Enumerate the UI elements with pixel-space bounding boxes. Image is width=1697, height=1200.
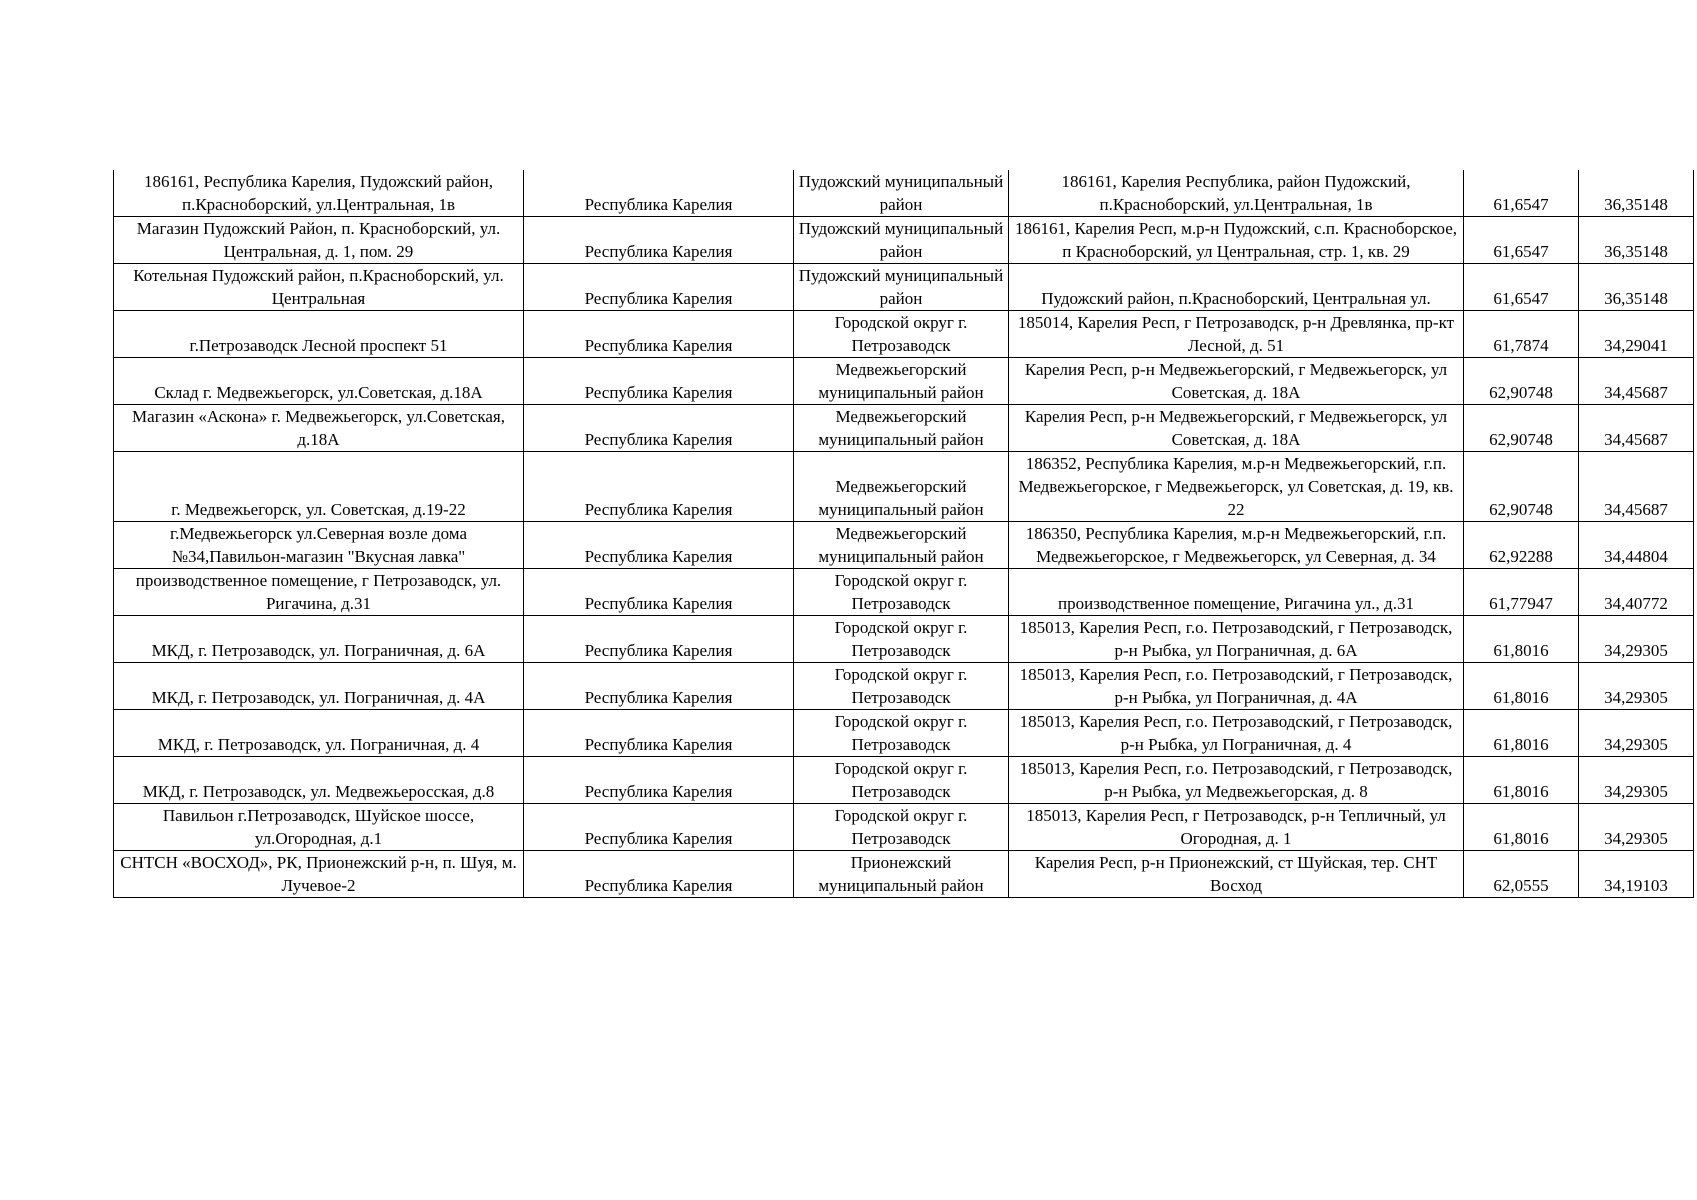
- object-cell: производственное помещение, г Петрозаводск, ул. Ригачина, д.31: [114, 569, 524, 616]
- region-cell: Республика Карелия: [524, 710, 794, 757]
- region-cell: Республика Карелия: [524, 804, 794, 851]
- address-cell: 186352, Республика Карелия, м.р-н Медвежьегорский, г.п. Медвежьегорское, г Медвежьегорск, ул Советская, д. 19, кв. 22: [1009, 452, 1464, 522]
- address-cell: 185013, Карелия Респ, г.о. Петрозаводский, г Петрозаводск, р-н Рыбка, ул Пограничная, д. 4А: [1009, 663, 1464, 710]
- municipality-cell: Городской округ г. Петрозаводск: [794, 311, 1009, 358]
- municipality-cell: Городской округ г. Петрозаводск: [794, 710, 1009, 757]
- table-row: [114, 569, 1694, 616]
- address-cell: 186350, Республика Карелия, м.р-н Медвежьегорский, г.п. Медвежьегорское, г Медвежьегорск, ул Северная, д. 34: [1009, 522, 1464, 569]
- object-cell: Павильон г.Петрозаводск, Шуйское шоссе, ул.Огородная, д.1: [114, 804, 524, 851]
- object-cell: г. Медвежьегорск, ул. Советская, д.19-22: [114, 452, 524, 522]
- latitude-cell: 62,0555: [1464, 851, 1579, 898]
- municipality-cell: Пудожский муниципальный район: [794, 170, 1009, 217]
- table-row: [114, 452, 1694, 522]
- table-row: [114, 757, 1694, 804]
- object-cell: Склад г. Медвежьегорск, ул.Советская, д.18А: [114, 358, 524, 405]
- address-cell: 186161, Карелия Респ, м.р-н Пудожский, с.п. Красноборское, п Красноборский, ул Центральная, стр. 1, кв. 29: [1009, 217, 1464, 264]
- table-row: [114, 804, 1694, 851]
- longitude-cell: 34,29305: [1579, 710, 1694, 757]
- municipality-cell: Городской округ г. Петрозаводск: [794, 804, 1009, 851]
- latitude-cell: 61,77947: [1464, 569, 1579, 616]
- region-cell: Республика Карелия: [524, 522, 794, 569]
- longitude-cell: 34,29305: [1579, 663, 1694, 710]
- address-cell: Карелия Респ, р-н Медвежьегорский, г Медвежьегорск, ул Советская, д. 18А: [1009, 405, 1464, 452]
- latitude-cell: 61,6547: [1464, 170, 1579, 217]
- object-cell: МКД, г. Петрозаводск, ул. Пограничная, д. 6А: [114, 616, 524, 663]
- municipality-cell: Пудожский муниципальный район: [794, 264, 1009, 311]
- latitude-cell: 62,90748: [1464, 405, 1579, 452]
- latitude-cell: 61,8016: [1464, 663, 1579, 710]
- region-cell: Республика Карелия: [524, 405, 794, 452]
- municipality-cell: Медвежьегорский муниципальный район: [794, 405, 1009, 452]
- address-cell: Карелия Респ, р-н Прионежский, ст Шуйская, тер. СНТ Восход: [1009, 851, 1464, 898]
- table-row: [114, 358, 1694, 405]
- object-cell: СНТСН «ВОСХОД», РК, Прионежский р-н, п. Шуя, м. Лучевое-2: [114, 851, 524, 898]
- address-table: [113, 170, 1694, 898]
- municipality-cell: Пудожский муниципальный район: [794, 217, 1009, 264]
- table-row: [114, 663, 1694, 710]
- object-cell: г.Петрозаводск Лесной проспект 51: [114, 311, 524, 358]
- latitude-cell: 61,8016: [1464, 616, 1579, 663]
- longitude-cell: 34,19103: [1579, 851, 1694, 898]
- address-cell: 185013, Карелия Респ, г.о. Петрозаводский, г Петрозаводск, р-н Рыбка, ул Пограничная, д. 6А: [1009, 616, 1464, 663]
- longitude-cell: 34,29305: [1579, 757, 1694, 804]
- table-row: [114, 264, 1694, 311]
- address-cell: 185013, Карелия Респ, г Петрозаводск, р-н Тепличный, ул Огородная, д. 1: [1009, 804, 1464, 851]
- region-cell: Республика Карелия: [524, 452, 794, 522]
- region-cell: Республика Карелия: [524, 311, 794, 358]
- longitude-cell: 34,29041: [1579, 311, 1694, 358]
- table-row: [114, 522, 1694, 569]
- object-cell: Магазин «Аскона» г. Медвежьегорск, ул.Советская, д.18А: [114, 405, 524, 452]
- longitude-cell: 36,35148: [1579, 264, 1694, 311]
- longitude-cell: 34,40772: [1579, 569, 1694, 616]
- longitude-cell: 36,35148: [1579, 170, 1694, 217]
- latitude-cell: 62,90748: [1464, 358, 1579, 405]
- table-row: [114, 405, 1694, 452]
- region-cell: Республика Карелия: [524, 757, 794, 804]
- address-cell: Пудожский район, п.Красноборский, Центральная ул.: [1009, 264, 1464, 311]
- region-cell: Республика Карелия: [524, 170, 794, 217]
- table-row: [114, 851, 1694, 898]
- latitude-cell: 62,92288: [1464, 522, 1579, 569]
- address-cell: 185013, Карелия Респ, г.о. Петрозаводский, г Петрозаводск, р-н Рыбка, ул Медвежьегорская, д. 8: [1009, 757, 1464, 804]
- table-row: [114, 311, 1694, 358]
- address-cell: 186161, Карелия Республика, район Пудожский, п.Красноборский, ул.Центральная, 1в: [1009, 170, 1464, 217]
- latitude-cell: 61,8016: [1464, 804, 1579, 851]
- region-cell: Республика Карелия: [524, 569, 794, 616]
- table-row: [114, 170, 1694, 217]
- region-cell: Республика Карелия: [524, 217, 794, 264]
- address-cell: Карелия Респ, р-н Медвежьегорский, г Медвежьегорск, ул Советская, д. 18А: [1009, 358, 1464, 405]
- municipality-cell: Городской округ г. Петрозаводск: [794, 757, 1009, 804]
- table-row: [114, 710, 1694, 757]
- object-cell: МКД, г. Петрозаводск, ул. Медвежьеросская, д.8: [114, 757, 524, 804]
- address-cell: производственное помещение, Ригачина ул., д.31: [1009, 569, 1464, 616]
- object-cell: МКД, г. Петрозаводск, ул. Пограничная, д. 4: [114, 710, 524, 757]
- object-cell: МКД, г. Петрозаводск, ул. Пограничная, д. 4А: [114, 663, 524, 710]
- municipality-cell: Прионежский муниципальный район: [794, 851, 1009, 898]
- region-cell: Республика Карелия: [524, 358, 794, 405]
- longitude-cell: 34,45687: [1579, 358, 1694, 405]
- latitude-cell: 61,7874: [1464, 311, 1579, 358]
- longitude-cell: 34,45687: [1579, 405, 1694, 452]
- object-cell: Магазин Пудожский Район, п. Красноборский, ул. Центральная, д. 1, пом. 29: [114, 217, 524, 264]
- region-cell: Республика Карелия: [524, 851, 794, 898]
- address-table-body: [114, 170, 1694, 898]
- region-cell: Республика Карелия: [524, 264, 794, 311]
- latitude-cell: 61,8016: [1464, 710, 1579, 757]
- region-cell: Республика Карелия: [524, 616, 794, 663]
- region-cell: Республика Карелия: [524, 663, 794, 710]
- object-cell: г.Медвежьегорск ул.Северная возле дома №34,Павильон-магазин "Вкусная лавка": [114, 522, 524, 569]
- object-cell: Котельная Пудожский район, п.Красноборский, ул. Центральная: [114, 264, 524, 311]
- municipality-cell: Городской округ г. Петрозаводск: [794, 616, 1009, 663]
- latitude-cell: 62,90748: [1464, 452, 1579, 522]
- municipality-cell: Городской округ г. Петрозаводск: [794, 663, 1009, 710]
- longitude-cell: 34,29305: [1579, 616, 1694, 663]
- table-row: [114, 616, 1694, 663]
- municipality-cell: Медвежьегорский муниципальный район: [794, 358, 1009, 405]
- latitude-cell: 61,6547: [1464, 217, 1579, 264]
- longitude-cell: 34,29305: [1579, 804, 1694, 851]
- municipality-cell: Медвежьегорский муниципальный район: [794, 522, 1009, 569]
- address-cell: 185013, Карелия Респ, г.о. Петрозаводский, г Петрозаводск, р-н Рыбка, ул Пограничная, д. 4: [1009, 710, 1464, 757]
- latitude-cell: 61,6547: [1464, 264, 1579, 311]
- address-cell: 185014, Карелия Респ, г Петрозаводск, р-н Древлянка, пр-кт Лесной, д. 51: [1009, 311, 1464, 358]
- municipality-cell: Городской округ г. Петрозаводск: [794, 569, 1009, 616]
- longitude-cell: 34,45687: [1579, 452, 1694, 522]
- municipality-cell: Медвежьегорский муниципальный район: [794, 452, 1009, 522]
- object-cell: 186161, Республика Карелия, Пудожский район, п.Красноборский, ул.Центральная, 1в: [114, 170, 524, 217]
- table-row: [114, 217, 1694, 264]
- longitude-cell: 34,44804: [1579, 522, 1694, 569]
- longitude-cell: 36,35148: [1579, 217, 1694, 264]
- latitude-cell: 61,8016: [1464, 757, 1579, 804]
